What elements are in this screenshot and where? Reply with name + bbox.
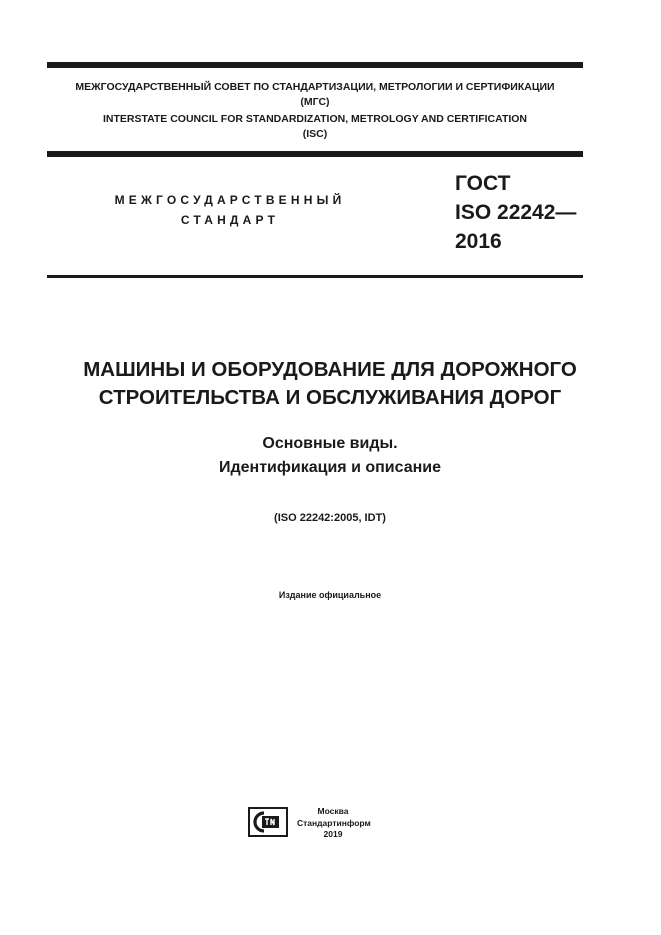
document-subtitle: [20, 432, 640, 480]
publisher-info: [297, 806, 369, 841]
publisher-city: Москва: [317, 806, 349, 816]
gost-code-line1: ГОСТ: [455, 172, 511, 195]
edition-note: Издание официальное: [278, 590, 382, 600]
gost-code-line3: 2016: [455, 230, 502, 253]
gost-code-line2: ISO 22242—: [455, 201, 577, 224]
gost-code: [455, 169, 576, 256]
standartinform-logo-graphic: [250, 809, 286, 835]
document-title-line2: СТРОИТЕЛЬСТВА И ОБСЛУЖИВАНИЯ ДОРОГ: [98, 386, 562, 409]
publisher-year: 2019: [323, 829, 343, 839]
iso-reference: (ISO 22242:2005, IDT): [274, 512, 386, 524]
publisher-name: Стандартинформ: [297, 817, 371, 828]
designation-rule: [47, 275, 583, 278]
council-ru: [47, 80, 583, 110]
document-title-line1: МАШИНЫ И ОБОРУДОВАНИЕ ДЛЯ ДОРОЖНОГО: [83, 358, 577, 381]
council-en: [47, 112, 583, 142]
standard-label-line2: СТАНДАРТ: [180, 213, 280, 227]
standard-label-line1: МЕЖГОСУДАРСТВЕННЫЙ: [114, 193, 346, 207]
council-en-name: INTERSTATE COUNCIL FOR STANDARDIZATION, METROLOGY AND CERTIFICATION: [102, 113, 528, 125]
council-ru-name: МЕЖГОСУДАРСТВЕННЫЙ СОВЕТ ПО СТАНДАРТИЗАЦИИ, МЕТРОЛОГИИ И СЕРТИФИКАЦИИ: [75, 81, 555, 93]
header-thick-rule: [47, 151, 583, 157]
document-title: [20, 356, 640, 412]
council-en-abbr: (ISC): [302, 128, 328, 140]
council-ru-abbr: (МГС): [300, 96, 330, 108]
top-thick-rule: [47, 62, 583, 68]
document-subtitle-line2: Идентификация и описание: [218, 459, 442, 476]
document-subtitle-line1: Основные виды.: [262, 435, 398, 452]
standard-label: [60, 190, 400, 230]
standartinform-logo-icon: [248, 807, 288, 837]
